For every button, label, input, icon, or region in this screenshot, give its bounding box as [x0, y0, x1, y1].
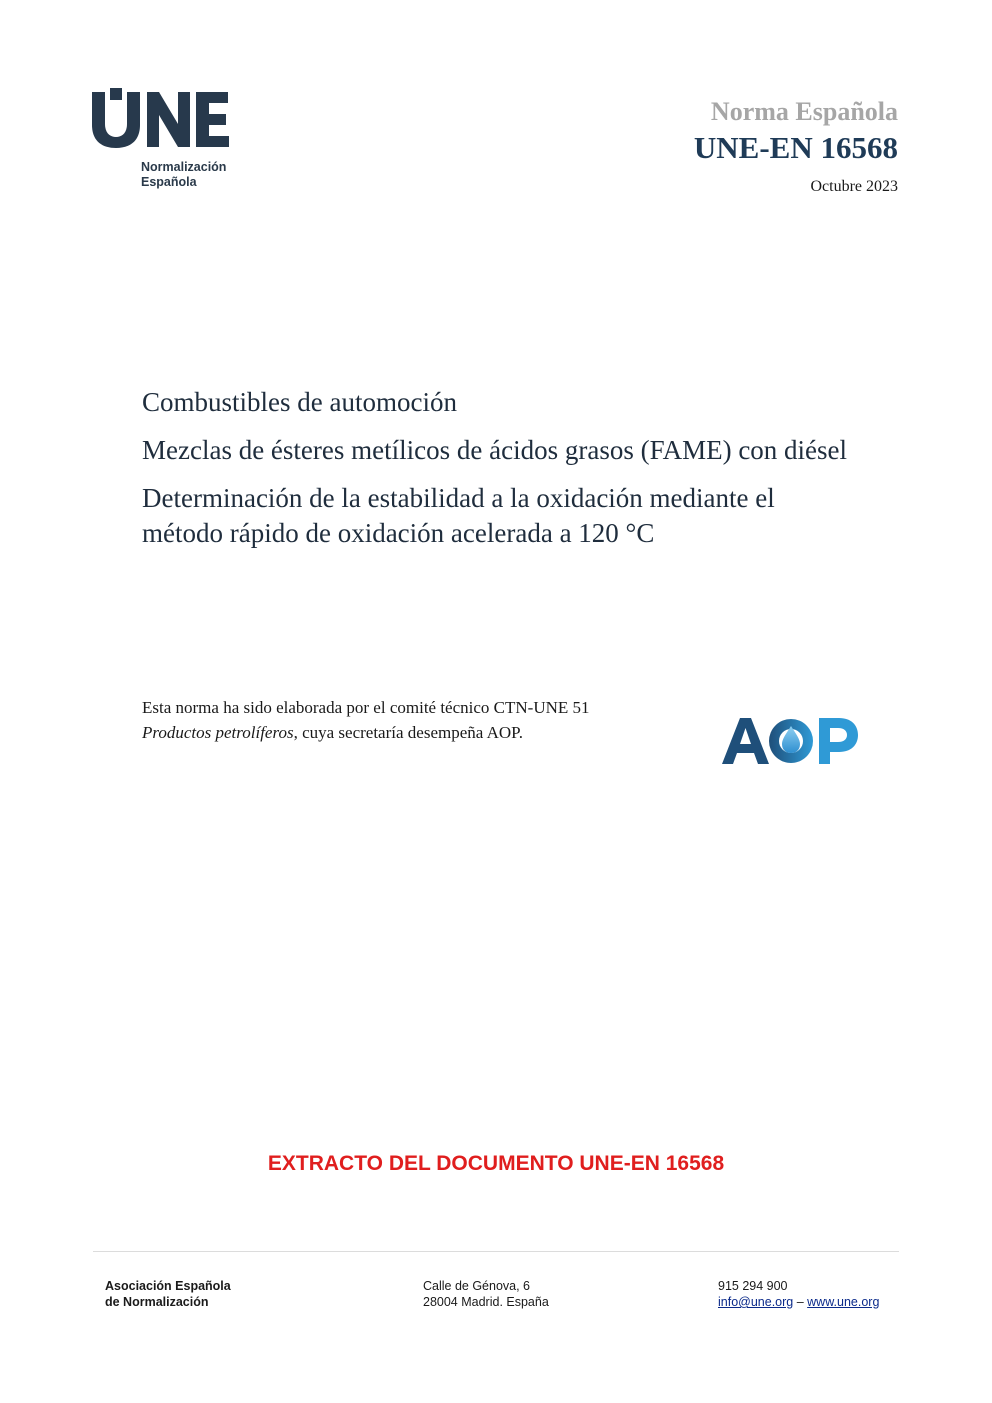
footer-divider: [93, 1251, 899, 1252]
footer-links: [718, 1294, 879, 1310]
title-tertiary: Determinación de la estabilidad a la oxidación mediante el método rápido de oxidación acelerada a 120 °C: [142, 483, 775, 548]
document-date: Octubre 2023: [810, 178, 898, 195]
title-block: [142, 385, 862, 564]
footer-address-line2: 28004 Madrid. España: [423, 1295, 549, 1309]
une-logo-subtitle: [141, 160, 226, 190]
committee-statement: [142, 695, 612, 745]
committee-name: Productos petrolíferos: [142, 723, 294, 742]
document-type: Norma Española: [710, 97, 898, 126]
website-link[interactable]: www.une.org: [807, 1295, 880, 1309]
title-primary: Combustibles de automoción: [142, 387, 457, 417]
committee-text-after: , cuya secretaría desempeña AOP.: [293, 723, 523, 742]
title-secondary: Mezclas de ésteres metílicos de ácidos grasos (FAME) con diésel: [142, 435, 848, 465]
footer-link-separator: –: [793, 1295, 808, 1309]
email-link[interactable]: info@une.org: [718, 1295, 794, 1309]
une-logo-mark: [92, 88, 232, 150]
footer-address: [423, 1278, 549, 1310]
document-header: [694, 96, 898, 198]
footer-organization: [105, 1278, 231, 1310]
document-code: UNE-EN 16568: [693, 130, 898, 165]
extract-notice: EXTRACTO DEL DOCUMENTO UNE-EN 16568: [267, 1152, 725, 1175]
aop-logo: [718, 712, 863, 768]
committee-text-before: Esta norma ha sido elaborada por el comité técnico CTN-UNE 51: [142, 698, 590, 717]
footer-address-line1: Calle de Génova, 6: [423, 1279, 531, 1293]
footer-org-line1: Asociación Española: [105, 1279, 231, 1293]
une-logo-subtitle-line1: Normalización: [141, 160, 227, 174]
aop-logo-mark: [718, 712, 863, 768]
footer-org-line2: de Normalización: [105, 1295, 209, 1309]
footer-phone: 915 294 900: [718, 1279, 788, 1293]
footer-contact: [718, 1278, 879, 1310]
une-logo-subtitle-line2: Española: [141, 175, 197, 189]
